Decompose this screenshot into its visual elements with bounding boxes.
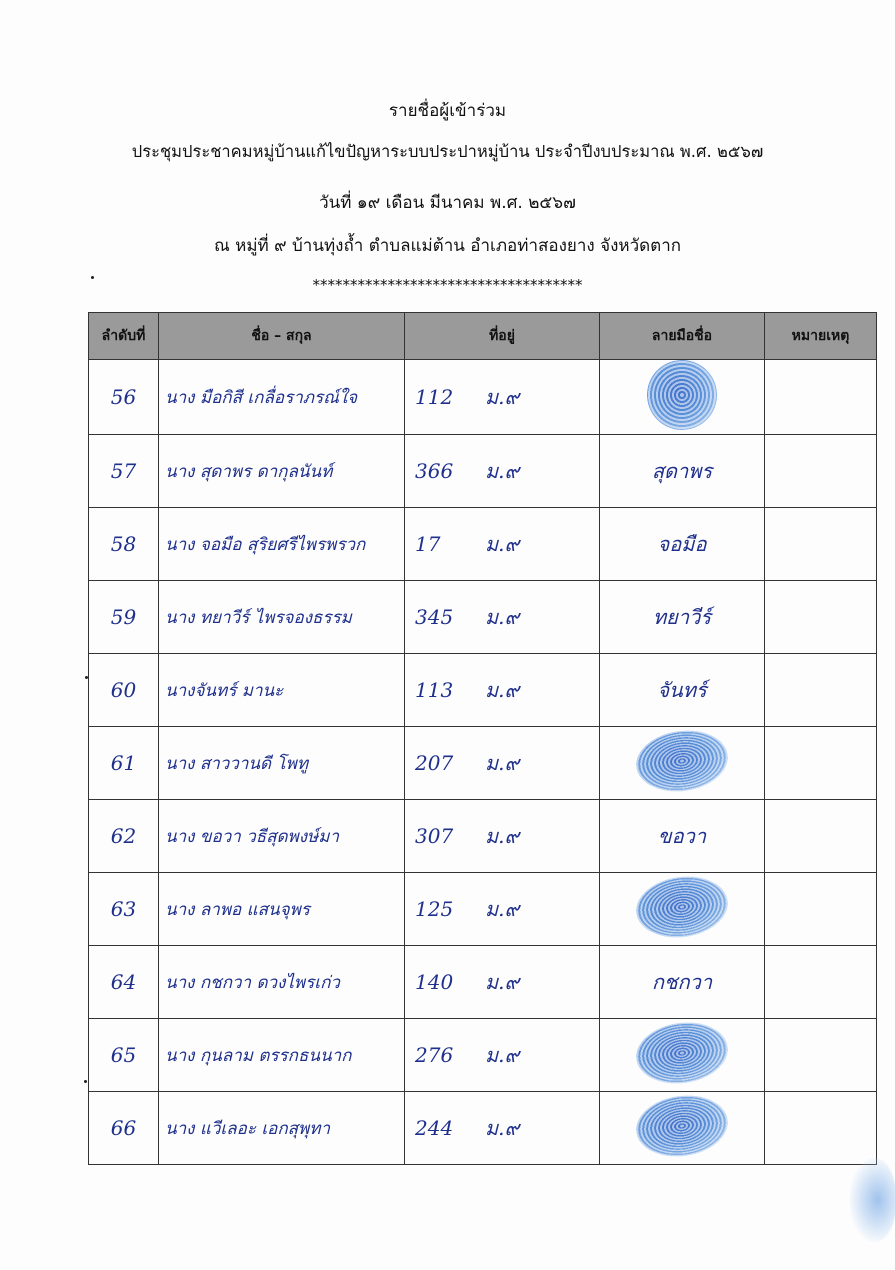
attendee-address <box>405 946 600 1019</box>
village-number: ม.๙ <box>485 897 520 921</box>
signature-cell <box>600 873 765 946</box>
house-number: 345 <box>415 605 454 629</box>
attendee-name: นางจันทร์ มานะ <box>159 654 405 727</box>
thumbprint-icon <box>632 1017 731 1089</box>
remark-cell <box>765 508 877 581</box>
house-number: 125 <box>415 897 454 921</box>
thumbprint-icon <box>632 725 731 797</box>
row-number: 61 <box>89 727 159 800</box>
thumbprint-icon <box>632 1090 731 1162</box>
row-number: 60 <box>89 654 159 727</box>
house-number: 207 <box>415 751 454 775</box>
row-number: 56 <box>89 360 159 435</box>
stray-mark <box>84 1080 87 1083</box>
separator-line: ************************************ <box>312 276 583 294</box>
row-number: 63 <box>89 873 159 946</box>
house-number: 307 <box>415 824 454 848</box>
house-number: 366 <box>415 459 454 483</box>
thumbprint-icon <box>632 871 731 943</box>
attendance-table <box>88 312 877 1165</box>
thumbprint-icon <box>642 355 721 434</box>
house-number: 276 <box>415 1043 454 1067</box>
ink-smudge <box>850 1158 895 1242</box>
meeting-subtitle: ประชุมประชาคมหมู่บ้านแก้ไขปัญหาระบบประปาหมู่บ้าน ประจำปีงบประมาณ พ.ศ. ๒๕๖๗ <box>131 142 764 161</box>
table-row <box>89 946 877 1019</box>
meeting-location: ณ หมู่ที่ ๙ บ้านทุ่งถ้ำ ตำบลแม่ต้าน อำเภอท่าสองยาง จังหวัดตาก <box>213 236 682 256</box>
table-row <box>89 581 877 654</box>
table-row <box>89 727 877 800</box>
signature-cell <box>600 1092 765 1165</box>
signature-cell <box>600 360 765 435</box>
attendee-name: นาง ลาพอ แสนจุพร <box>159 873 405 946</box>
row-number: 62 <box>89 800 159 873</box>
village-number: ม.๙ <box>485 824 520 848</box>
attendee-name: นาง สุดาพร ดากุลนันท์ <box>159 435 405 508</box>
signature-cell <box>600 800 765 873</box>
handwritten-signature: ทยาวีร์ <box>652 605 712 629</box>
handwritten-signature: ขอวา <box>657 824 707 848</box>
attendee-address <box>405 873 600 946</box>
signature-cell <box>600 508 765 581</box>
handwritten-signature: กชกวา <box>651 970 713 994</box>
attendee-address <box>405 654 600 727</box>
handwritten-signature: จันทร์ <box>657 678 707 702</box>
header-address: ที่อยู่ <box>405 313 600 360</box>
attendee-name: นาง จอมือ สุริยศรีไพรพรวก <box>159 508 405 581</box>
stray-mark <box>91 276 94 279</box>
table-row <box>89 360 877 435</box>
header-remark: หมายเหตุ <box>765 313 877 360</box>
table-row <box>89 435 877 508</box>
table-row <box>89 800 877 873</box>
row-number: 58 <box>89 508 159 581</box>
attendee-name: นาง ขอวา วธีสุดพงษ์มา <box>159 800 405 873</box>
house-number: 140 <box>415 970 454 994</box>
table-row <box>89 1019 877 1092</box>
signature-cell <box>600 581 765 654</box>
row-number: 64 <box>89 946 159 1019</box>
handwritten-signature: จอมือ <box>657 532 707 556</box>
signature-cell <box>600 1019 765 1092</box>
house-number: 112 <box>415 385 454 409</box>
village-number: ม.๙ <box>485 1043 520 1067</box>
attendee-name: นาง สาววานดี โพทู <box>159 727 405 800</box>
remark-cell <box>765 946 877 1019</box>
remark-cell <box>765 581 877 654</box>
remark-cell <box>765 360 877 435</box>
table-row <box>89 1092 877 1165</box>
attendee-address <box>405 508 600 581</box>
village-number: ม.๙ <box>485 459 520 483</box>
table-row <box>89 873 877 946</box>
signature-cell <box>600 946 765 1019</box>
village-number: ม.๙ <box>485 532 520 556</box>
attendee-name: นาง กุนลาม ตรรกธนนาก <box>159 1019 405 1092</box>
signature-cell <box>600 654 765 727</box>
house-number: 17 <box>415 532 441 556</box>
row-number: 57 <box>89 435 159 508</box>
document-title: รายชื่อผู้เข้าร่วม <box>388 101 507 121</box>
signature-cell <box>600 727 765 800</box>
meeting-date: วันที่ ๑๙ เดือน มีนาคม พ.ศ. ๒๕๖๗ <box>319 193 576 213</box>
table-header-row <box>89 313 877 360</box>
row-number: 65 <box>89 1019 159 1092</box>
attendee-name: นาง ทยาวีร์ ไพรจองธรรม <box>159 581 405 654</box>
village-number: ม.๙ <box>485 605 520 629</box>
remark-cell <box>765 654 877 727</box>
attendee-address <box>405 1019 600 1092</box>
attendee-address <box>405 1092 600 1165</box>
attendee-address <box>405 727 600 800</box>
handwritten-signature: สุดาพร <box>651 459 713 483</box>
attendee-address <box>405 581 600 654</box>
village-number: ม.๙ <box>485 678 520 702</box>
village-number: ม.๙ <box>485 970 520 994</box>
header-no: ลำดับที่ <box>89 313 159 360</box>
signature-cell <box>600 435 765 508</box>
attendee-address <box>405 800 600 873</box>
village-number: ม.๙ <box>485 385 520 409</box>
table-row <box>89 654 877 727</box>
attendee-address <box>405 435 600 508</box>
header-signature: ลายมือชื่อ <box>600 313 765 360</box>
remark-cell <box>765 800 877 873</box>
attendee-name: นาง มือกิสี เกลื่อราภรณ์ใจ <box>159 360 405 435</box>
row-number: 59 <box>89 581 159 654</box>
remark-cell <box>765 1092 877 1165</box>
village-number: ม.๙ <box>485 1116 520 1140</box>
attendee-address <box>405 360 600 435</box>
remark-cell <box>765 727 877 800</box>
header-name: ชื่อ – สกุล <box>159 313 405 360</box>
attendee-name: นาง กชกวา ดวงไพรเก่ว <box>159 946 405 1019</box>
village-number: ม.๙ <box>485 751 520 775</box>
house-number: 113 <box>415 678 454 702</box>
row-number: 66 <box>89 1092 159 1165</box>
remark-cell <box>765 873 877 946</box>
remark-cell <box>765 435 877 508</box>
table-row <box>89 508 877 581</box>
house-number: 244 <box>415 1116 454 1140</box>
remark-cell <box>765 1019 877 1092</box>
table-body <box>89 360 877 1165</box>
attendee-name: นาง แวีเลอะ เอกสุพุทา <box>159 1092 405 1165</box>
